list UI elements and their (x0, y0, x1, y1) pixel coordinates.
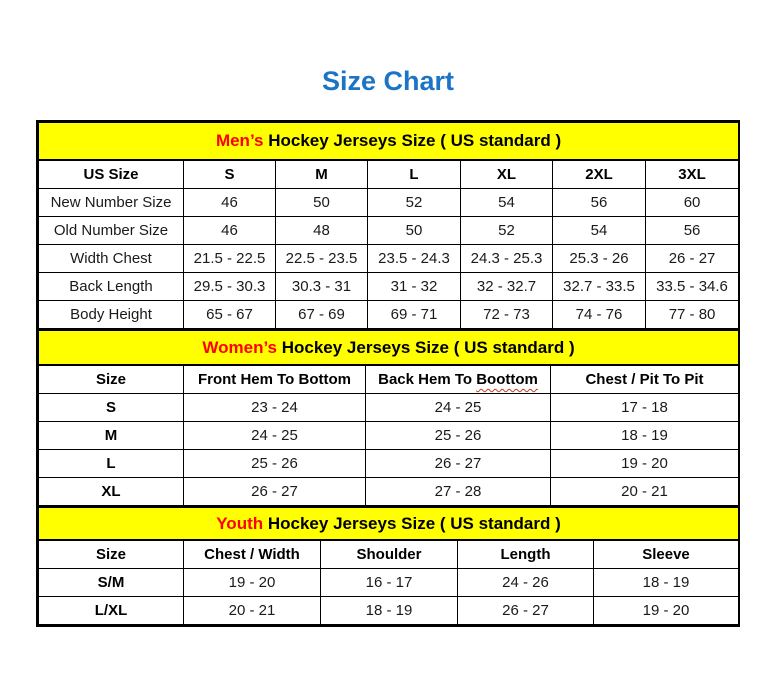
column-header: S (184, 160, 276, 189)
table-row (39, 478, 739, 506)
table-cell: 50 (368, 217, 461, 245)
column-header: Chest / Pit To Pit (551, 365, 739, 394)
table-cell: 65 - 67 (184, 301, 276, 329)
table-row (39, 394, 739, 422)
table-row (39, 422, 739, 450)
table-cell: 25.3 - 26 (553, 245, 646, 273)
table-cell: 16 - 17 (321, 569, 458, 597)
table-cell: 77 - 80 (646, 301, 739, 329)
column-header: 2XL (553, 160, 646, 189)
table-cell: 52 (461, 217, 553, 245)
column-header: XL (461, 160, 553, 189)
table-cell: 24.3 - 25.3 (461, 245, 553, 273)
column-header: Size (39, 365, 184, 394)
table-cell: 24 - 25 (366, 394, 551, 422)
table-cell: 23 - 24 (184, 394, 366, 422)
table-cell: 26 - 27 (366, 450, 551, 478)
table-cell: 20 - 21 (551, 478, 739, 506)
table-row (39, 217, 739, 245)
table-cell: 56 (646, 217, 739, 245)
youth-section-title-highlight: Youth (216, 513, 264, 533)
table-cell: 25 - 26 (184, 450, 366, 478)
table-cell: 30.3 - 31 (276, 273, 368, 301)
table-cell: 52 (368, 189, 461, 217)
column-header: Chest / Width (184, 540, 321, 569)
table-cell: 67 - 69 (276, 301, 368, 329)
youth-size-table (38, 506, 739, 625)
mens-section-band (39, 123, 739, 161)
column-header: Shoulder (321, 540, 458, 569)
row-label: New Number Size (39, 189, 184, 217)
row-label: Old Number Size (39, 217, 184, 245)
table-cell: 54 (461, 189, 553, 217)
table-cell: 22.5 - 23.5 (276, 245, 368, 273)
table-cell: 24 - 26 (458, 569, 594, 597)
table-cell: 21.5 - 22.5 (184, 245, 276, 273)
mens-column-header-row (39, 160, 739, 189)
table-cell: 46 (184, 189, 276, 217)
column-header: Back Hem To Boottom (366, 365, 551, 394)
table-cell: 26 - 27 (646, 245, 739, 273)
table-cell: 69 - 71 (368, 301, 461, 329)
row-label: M (39, 422, 184, 450)
youth-column-header-row (39, 540, 739, 569)
table-cell: 26 - 27 (458, 597, 594, 625)
table-row (39, 189, 739, 217)
table-cell: 18 - 19 (594, 569, 739, 597)
table-cell: 18 - 19 (551, 422, 739, 450)
mens-section-title-highlight: Men’s (215, 131, 264, 150)
row-label: Width Chest (39, 245, 184, 273)
row-label: S (39, 394, 184, 422)
table-cell: 54 (553, 217, 646, 245)
mens-size-table (38, 122, 739, 329)
table-row (39, 569, 739, 597)
youth-section-title-rest: Hockey Jerseys Size ( US standard ) (263, 513, 561, 533)
table-cell: 56 (553, 189, 646, 217)
womens-column-header-row (39, 365, 739, 394)
row-label: L (39, 450, 184, 478)
table-cell: 20 - 21 (184, 597, 321, 625)
womens-size-table (38, 329, 739, 506)
column-header: Size (39, 540, 184, 569)
table-cell: 25 - 26 (366, 422, 551, 450)
table-row (39, 273, 739, 301)
table-cell: 18 - 19 (321, 597, 458, 625)
table-cell: 32 - 32.7 (461, 273, 553, 301)
column-header: Front Hem To Bottom (184, 365, 366, 394)
table-cell: 23.5 - 24.3 (368, 245, 461, 273)
womens-section-band (39, 330, 739, 365)
table-cell: 31 - 32 (368, 273, 461, 301)
womens-section-title (39, 330, 739, 365)
row-label: S/M (39, 569, 184, 597)
column-header: 3XL (646, 160, 739, 189)
page-title: Size Chart (321, 66, 455, 96)
row-label: L/XL (39, 597, 184, 625)
table-cell: 48 (276, 217, 368, 245)
table-cell: 50 (276, 189, 368, 217)
row-label: Body Height (39, 301, 184, 329)
table-row (39, 245, 739, 273)
mens-section-title-rest: Hockey Jerseys Size ( US standard ) (263, 131, 562, 150)
table-cell: 19 - 20 (551, 450, 739, 478)
youth-section-band (39, 507, 739, 540)
misspelled-word: Boottom (476, 371, 538, 388)
column-header: US Size (39, 160, 184, 189)
table-cell: 74 - 76 (553, 301, 646, 329)
table-cell: 24 - 25 (184, 422, 366, 450)
column-header: Sleeve (594, 540, 739, 569)
table-cell: 33.5 - 34.6 (646, 273, 739, 301)
womens-section-title-highlight: Women’s (202, 337, 277, 357)
table-cell: 60 (646, 189, 739, 217)
table-cell: 46 (184, 217, 276, 245)
table-cell: 29.5 - 30.3 (184, 273, 276, 301)
table-cell: 17 - 18 (551, 394, 739, 422)
size-chart-tables (36, 120, 740, 627)
column-header: Length (458, 540, 594, 569)
mens-section-title (39, 123, 739, 161)
table-cell: 19 - 20 (594, 597, 739, 625)
table-row (39, 301, 739, 329)
row-label: XL (39, 478, 184, 506)
column-header: L (368, 160, 461, 189)
youth-section-title (39, 507, 739, 540)
row-label: Back Length (39, 273, 184, 301)
table-cell: 32.7 - 33.5 (553, 273, 646, 301)
table-row (39, 597, 739, 625)
table-row (39, 450, 739, 478)
table-cell: 26 - 27 (184, 478, 366, 506)
table-cell: 27 - 28 (366, 478, 551, 506)
womens-section-title-rest: Hockey Jerseys Size ( US standard ) (277, 337, 575, 357)
column-header: M (276, 160, 368, 189)
table-cell: 19 - 20 (184, 569, 321, 597)
table-cell: 72 - 73 (461, 301, 553, 329)
